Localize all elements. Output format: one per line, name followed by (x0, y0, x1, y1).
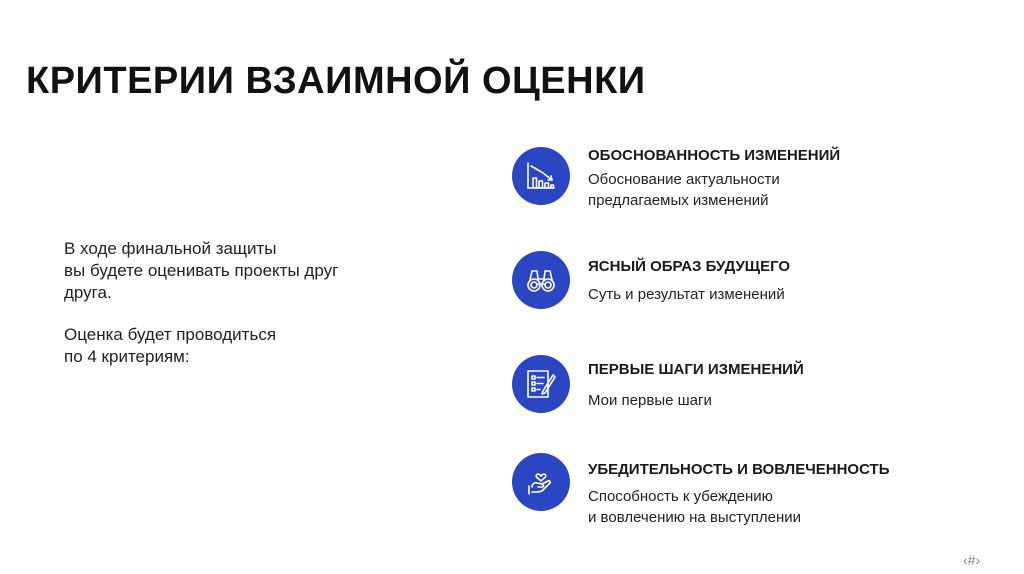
page-number: ‹#› (963, 552, 981, 568)
criterion-item (512, 361, 982, 441)
declining-chart-icon (512, 147, 570, 205)
intro-line: Оценка будет проводиться (64, 325, 277, 344)
criterion-title: ОБОСНОВАННОСТЬ ИЗМЕНЕНИЙ (588, 147, 841, 164)
criterion-text (588, 361, 988, 411)
criterion-item (512, 258, 982, 338)
intro-line: по 4 критериям: (64, 347, 190, 366)
intro-line: вы будете оценивать проекты друг (64, 261, 339, 280)
criterion-item (512, 147, 982, 227)
criterion-description (588, 390, 988, 411)
intro-line: В ходе финальной защиты (64, 239, 277, 258)
hand-heart-icon (512, 453, 570, 511)
criterion-text (588, 258, 988, 305)
criterion-title: ПЕРВЫЕ ШАГИ ИЗМЕНЕНИЙ (588, 361, 804, 378)
criterion-title: ЯСНЫЙ ОБРАЗ БУДУЩЕГО (588, 258, 791, 275)
criterion-description-line: Способность к убеждению (588, 488, 773, 505)
intro-paragraph-1 (64, 238, 424, 304)
criterion-item (512, 461, 982, 541)
criterion-description-line: Обоснование актуальности (588, 171, 780, 188)
criterion-description-line: Мои первые шаги (588, 392, 712, 409)
criterion-text (588, 461, 988, 528)
criterion-text (588, 147, 988, 211)
criterion-title: УБЕДИТЕЛЬНОСТЬ И ВОВЛЕЧЕННОСТЬ (588, 461, 890, 478)
criterion-description-line: и вовлечению на выступлении (588, 509, 801, 526)
criterion-description (588, 169, 988, 211)
criterion-description-line: Суть и результат изменений (588, 286, 785, 303)
intro-line: друга. (64, 283, 112, 302)
intro-text (64, 238, 424, 388)
binoculars-icon (512, 251, 570, 309)
criterion-description-line: предлагаемых изменений (588, 192, 769, 209)
intro-paragraph-2 (64, 324, 424, 368)
criterion-description (588, 486, 988, 528)
criterion-description (588, 284, 988, 305)
slide-title: КРИТЕРИИ ВЗАИМНОЙ ОЦЕНКИ (26, 60, 646, 102)
checklist-pencil-icon (512, 355, 570, 413)
